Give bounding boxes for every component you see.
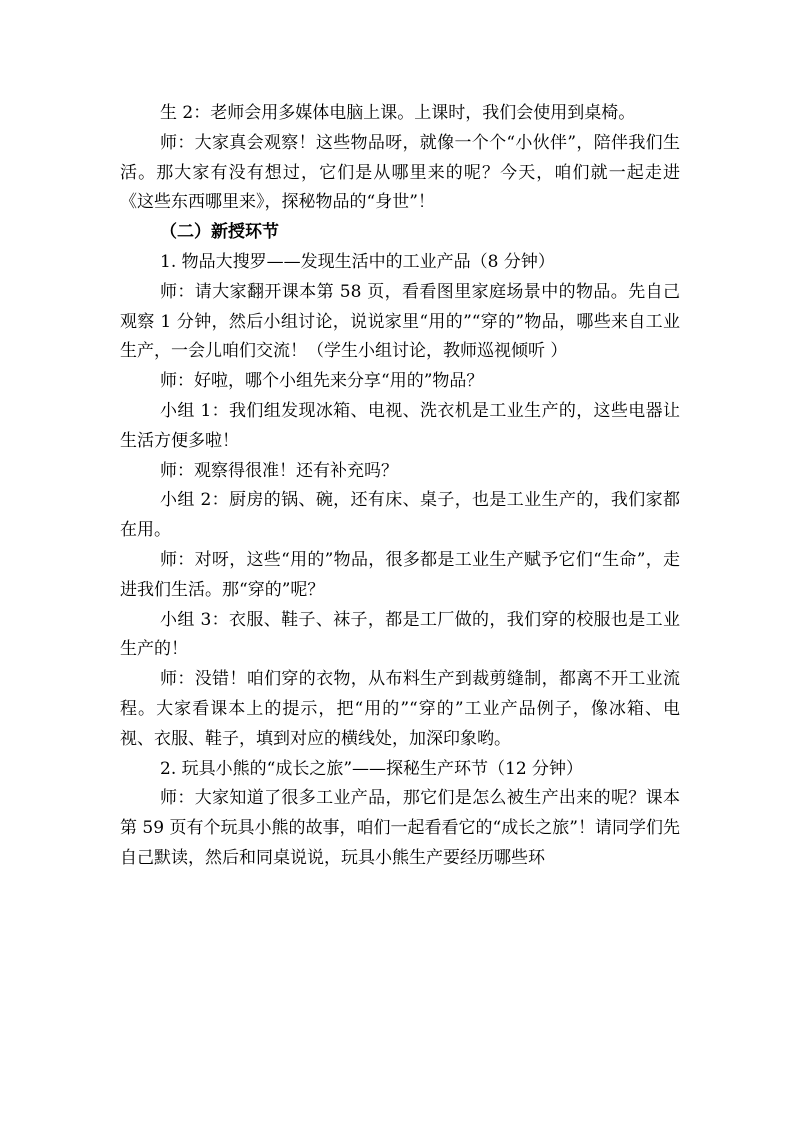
paragraph-teacher-summary: 师：没错！咱们穿的衣物，从布料生产到裁剪缝制，都离不开工业流程。大家看课本上的提示，把“用的”“穿的”工业产品例子，像冰箱、电视、衣服、鞋子，填到对应的横线处，加深印象哟。: [120, 669, 680, 749]
paragraph-teacher-followup: 师：对呀，这些“用的”物品，很多都是工业生产赋予它们“生命”，走进我们生活。那“穿的”呢？: [120, 549, 680, 600]
section-heading-new-lesson: （二）新授环节: [160, 222, 279, 243]
subsection-title-teddy-bear: 2. 玩具小熊的“成长之旅”——探秘生产环节（12 分钟）: [160, 758, 584, 779]
subsection-title-item-search: 1. 物品大搜罗——发现生活中的工业产品（8 分钟）: [160, 251, 555, 272]
paragraph-teacher-intro: 师：大家真会观察！这些物品呀，就像一个个“小伙伴”，陪伴我们生活。那大家有没有想过，它们是从哪里来的呢？今天，咱们就一起走进《这些东西哪里来》，探秘物品的“身世”！: [120, 132, 680, 213]
document-body: [120, 99, 680, 874]
paragraph-group-2-answer: 小组 2：厨房的锅、碗，还有床、桌子，也是工业生产的，我们家都在用。: [120, 490, 680, 541]
paragraph-group-1-answer: 小组 1：我们组发现冰箱、电视、洗衣机是工业生产的，这些电器让生活方便多啦！: [120, 400, 680, 451]
paragraph-teacher-praise: 师：观察得很准！还有补充吗？: [160, 460, 398, 481]
paragraph-teacher-question: 师：好啦，哪个小组先来分享“用的”物品？: [160, 371, 484, 392]
paragraph-group-3-answer: 小组 3：衣服、鞋子、袜子，都是工厂做的，我们穿的校服也是工业生产的！: [120, 609, 680, 660]
paragraph-student-2-answer: 生 2：老师会用多媒体电脑上课。上课时，我们会使用到桌椅。: [160, 103, 636, 123]
paragraph-teacher-instruction: 师：请大家翻开课本第 58 页，看看图里家庭场景中的物品。先自己观察 1 分钟，然后小组讨论，说说家里“用的”“穿的”物品，哪些来自工业生产，一会儿咱们交流！（学生小组讨论，教师巡视倾听 ）: [120, 281, 680, 362]
paragraph-teacher-teddy-intro: 师：大家知道了很多工业产品，那它们是怎么被生产出来的呢？课本第 59 页有个玩具小熊的故事，咱们一起看看它的“成长之旅”！请同学们先自己默读，然后和同桌说说，玩具小熊生产要经历哪些环: [120, 788, 680, 868]
